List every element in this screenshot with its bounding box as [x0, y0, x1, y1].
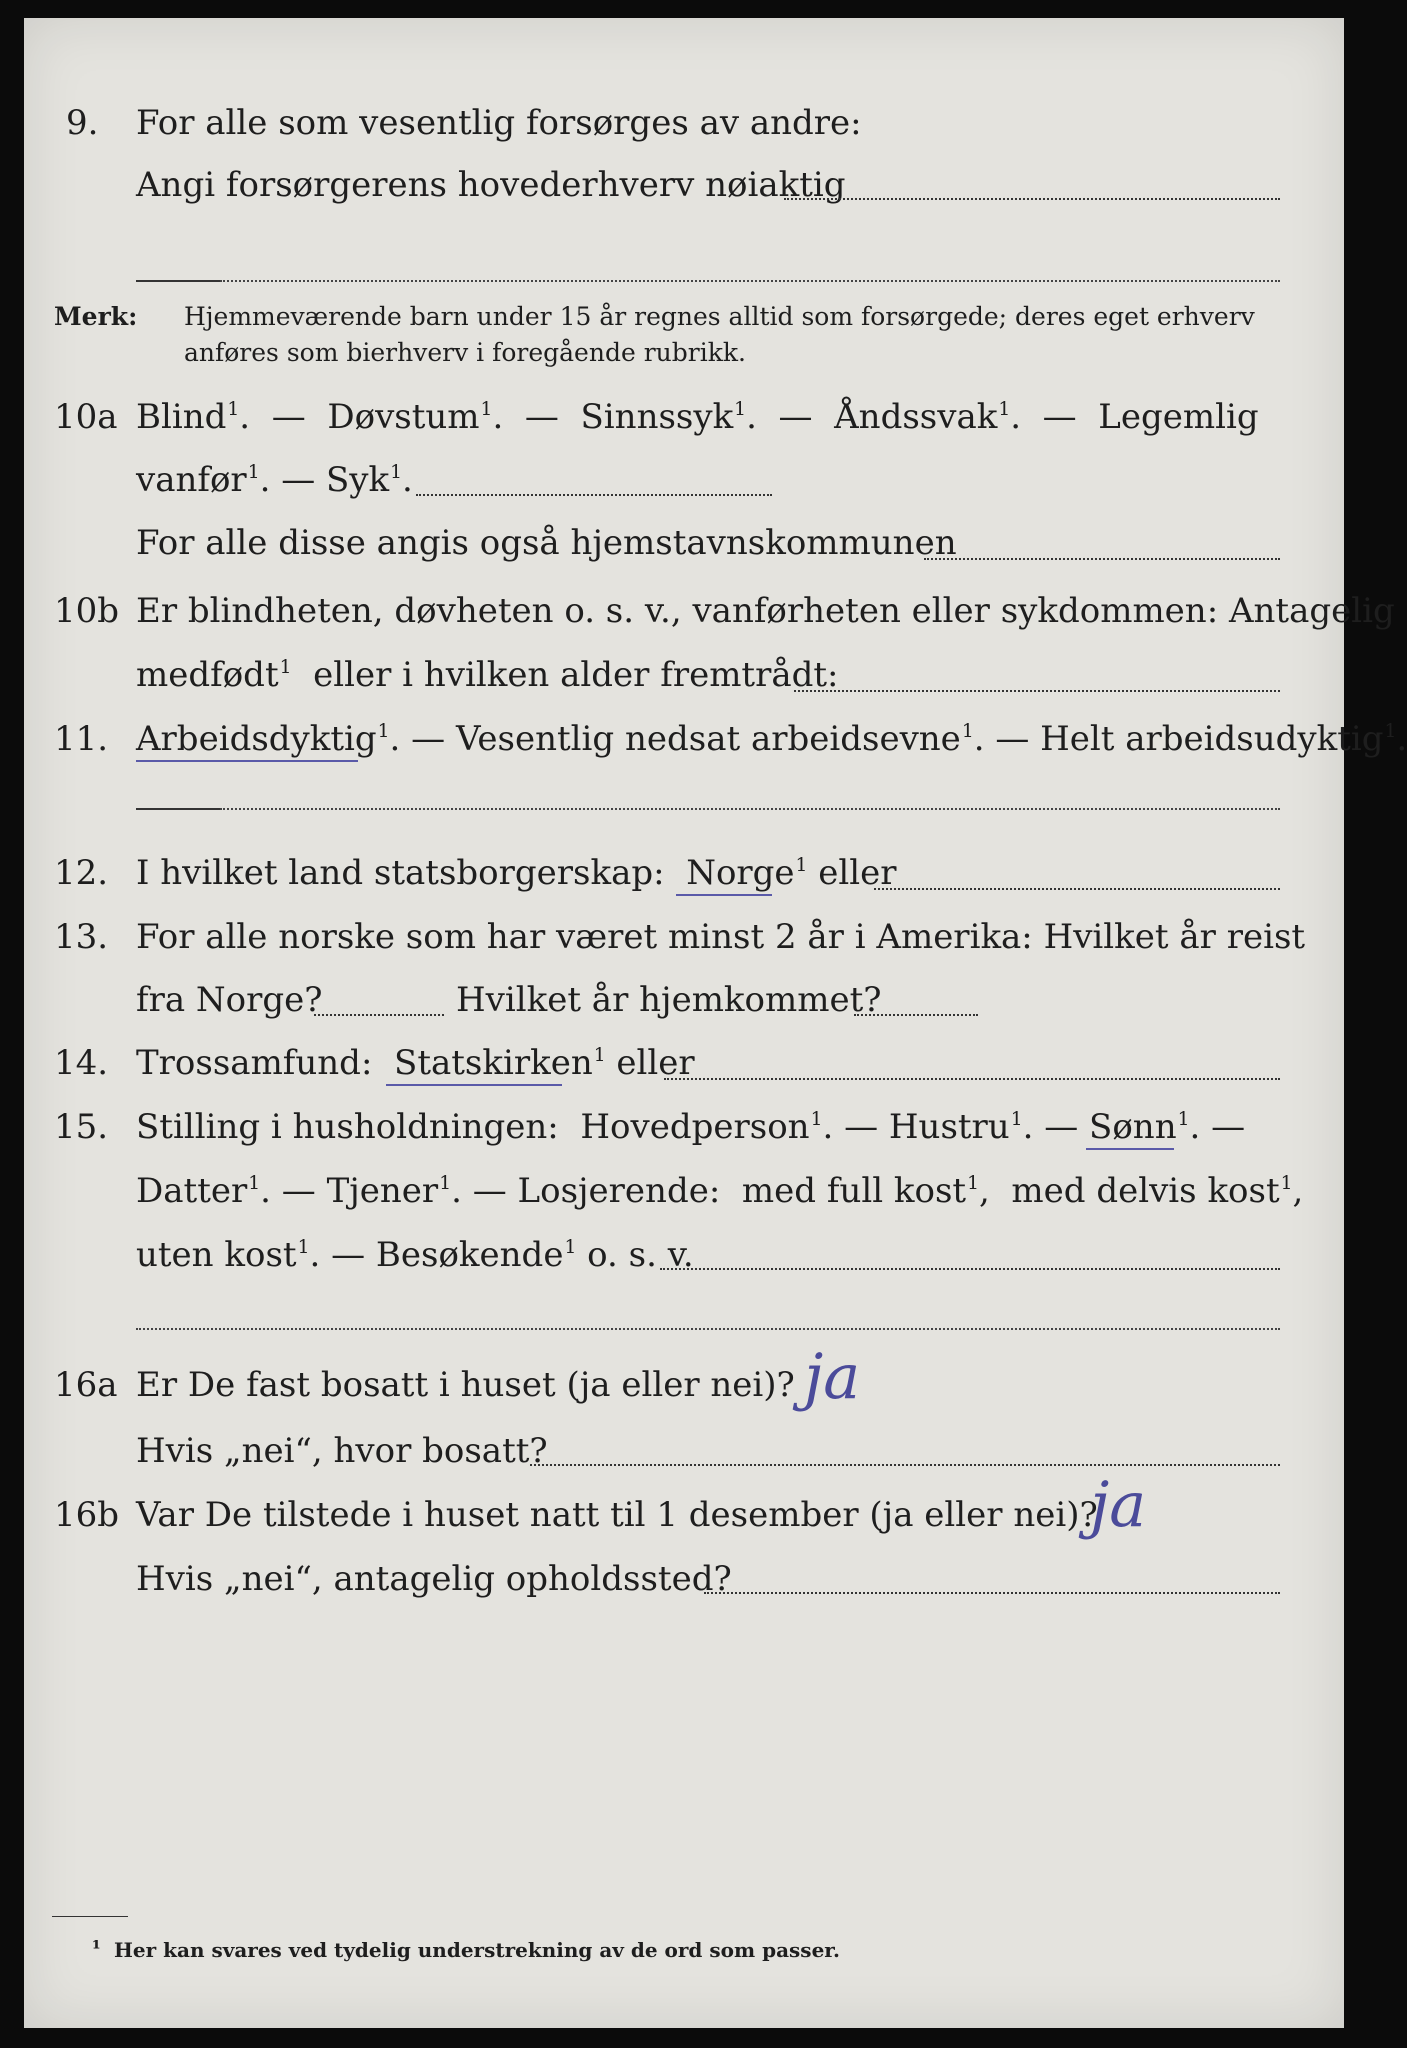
q13-fra-norge: fra Norge? — [136, 980, 323, 1020]
q9-number: 9. — [66, 103, 99, 143]
q13-number: 13. — [54, 917, 109, 957]
q13-hjemkommet: Hvilket år hjemkommet? — [456, 980, 882, 1020]
q15-answer-line[interactable] — [660, 1268, 1280, 1270]
q10a-hjemstavn-line[interactable] — [924, 558, 1280, 560]
norge-option[interactable]: Norge — [686, 853, 795, 893]
footnote-rule — [52, 1916, 128, 1917]
udyktig-option[interactable]: Helt arbeidsudyktig — [1040, 719, 1384, 759]
legemlig-option[interactable]: Legemlig — [1098, 397, 1259, 437]
q15-line3: uten kost$^1$. — Besøkende$^1$ o. s. v. — [136, 1235, 694, 1275]
divider-short — [136, 280, 220, 282]
census-form-page — [24, 18, 1407, 2028]
q10a-line3: For alle disse angis også hjemstavnskommunen — [136, 523, 957, 563]
q16b-number: 16b — [54, 1495, 120, 1535]
dovstum-option[interactable]: Døvstum — [327, 397, 480, 437]
divider-short-2 — [136, 808, 220, 810]
q16a-answer-line[interactable] — [530, 1464, 1280, 1466]
q15-line2: Datter$^1$. — Tjener$^1$. — Losjerende: med full kost$^1$, med delvis kost$^1$, — [136, 1171, 1304, 1211]
norge-underline — [676, 894, 772, 896]
divider — [220, 280, 1280, 282]
sonn-option[interactable]: Sønn — [1089, 1107, 1177, 1147]
q16a-line1: Er De fast bosatt i huset (ja eller nei)? — [136, 1365, 795, 1405]
sonn-underline — [1086, 1148, 1174, 1150]
q16a-number: 16a — [54, 1365, 118, 1405]
q9-answer-line[interactable] — [784, 198, 1280, 200]
nedsat-option[interactable]: Vesentlig nedsat arbeidsevne — [455, 719, 961, 759]
q12-answer-line[interactable] — [874, 888, 1280, 890]
divider-3 — [136, 1328, 1280, 1330]
uten-kost-option[interactable]: uten kost — [136, 1235, 297, 1275]
andssvak-option[interactable]: Åndssvak — [834, 397, 998, 437]
q10a-syk-line[interactable] — [416, 494, 772, 496]
q16a-handwritten-answer[interactable]: ja — [804, 1340, 861, 1413]
q13-reist-line[interactable] — [314, 1014, 444, 1016]
q12-line: I hvilket land statsborgerskap: Norge$^1$ eller — [136, 853, 897, 893]
q13-hjemkommet-line[interactable] — [854, 1014, 978, 1016]
blind-option[interactable]: Blind — [136, 397, 227, 437]
tjener-option[interactable]: Tjener — [326, 1171, 439, 1211]
syk-option[interactable]: Syk — [326, 460, 390, 500]
arbeidsdyktig-underline — [136, 760, 358, 762]
q10b-line2: medfødt$^1$ eller i hvilken alder fremtrådt: — [136, 655, 839, 695]
q15-number: 15. — [54, 1107, 109, 1147]
footnote-text: Her kan svares ved tydelig understrekning av de ord som passer. — [114, 1938, 840, 1962]
q15-line1: Stilling i husholdningen: Hovedperson$^1$. — Hustru$^1$. — Sønn$^1$. — — [136, 1107, 1246, 1147]
q12-number: 12. — [54, 853, 109, 893]
q10a-line1: Blind$^1$. — Døvstum$^1$. — Sinnssyk$^1$. — Åndssvak$^1$. — Legemlig — [136, 397, 1259, 437]
statskirken-underline — [386, 1084, 562, 1086]
q16b-line1: Var De tilstede i huset natt til 1 desember (ja eller nei)? — [136, 1495, 1098, 1535]
divider-2 — [220, 808, 1280, 810]
q11-line: Arbeidsdyktig$^1$. — Vesentlig nedsat arbeidsevne$^1$. — Helt arbeidsudyktig$^1$. — [136, 719, 1407, 759]
q10b-number: 10b — [54, 591, 120, 631]
full-kost-option[interactable]: med full kost — [741, 1171, 967, 1211]
vanfor-option[interactable]: vanfør — [136, 460, 247, 500]
q10b-answer-line[interactable] — [794, 690, 1280, 692]
q16a-line2: Hvis „nei“, hvor bosatt? — [136, 1431, 548, 1471]
statskirken-option[interactable]: Statskirken — [394, 1043, 593, 1083]
q14-number: 14. — [54, 1043, 109, 1083]
sinnssyk-option[interactable]: Sinnssyk — [580, 397, 734, 437]
merk-line1: Hjemmeværende barn under 15 år regnes alltid som forsørgede; deres eget erhverv — [184, 302, 1255, 331]
q14-line: Trossamfund: Statskirken$^1$ eller — [136, 1043, 695, 1083]
hustru-option[interactable]: Hustru — [888, 1107, 1010, 1147]
q11-number: 11. — [54, 719, 109, 759]
q16b-line2: Hvis „nei“, antagelig opholdssted? — [136, 1559, 732, 1599]
q10a-number: 10a — [54, 397, 118, 437]
q10a-line2: vanfør$^1$. — Syk$^1$. — [136, 460, 413, 500]
merk-line2: anføres som bierhverv i foregående rubrikk. — [184, 338, 746, 367]
q14-answer-line[interactable] — [664, 1078, 1280, 1080]
q10b-line1: Er blindheten, døvheten o. s. v., vanførheten eller sykdommen: Antagelig — [136, 591, 1395, 631]
arbeidsdyktig-option[interactable]: Arbeidsdyktig — [136, 719, 377, 759]
q16b-answer-line[interactable] — [704, 1592, 1280, 1594]
q13-line1: For alle norske som har været minst 2 år i Amerika: Hvilket år reist — [136, 917, 1306, 957]
footnote-mark: ¹ — [92, 1936, 101, 1960]
datter-option[interactable]: Datter — [136, 1171, 248, 1211]
medfodt-option[interactable]: medfødt — [136, 655, 279, 695]
hovedperson-option[interactable]: Hovedperson — [580, 1107, 810, 1147]
delvis-kost-option[interactable]: med delvis kost — [1011, 1171, 1280, 1211]
q9-line2: Angi forsørgerens hovederhverv nøiaktig — [136, 165, 846, 205]
q16b-handwritten-answer[interactable]: ja — [1090, 1468, 1147, 1541]
merk-label: Merk: — [54, 302, 138, 331]
besokende-option[interactable]: Besøkende — [375, 1235, 564, 1275]
q9-line1: For alle som vesentlig forsørges av andre: — [136, 103, 862, 143]
